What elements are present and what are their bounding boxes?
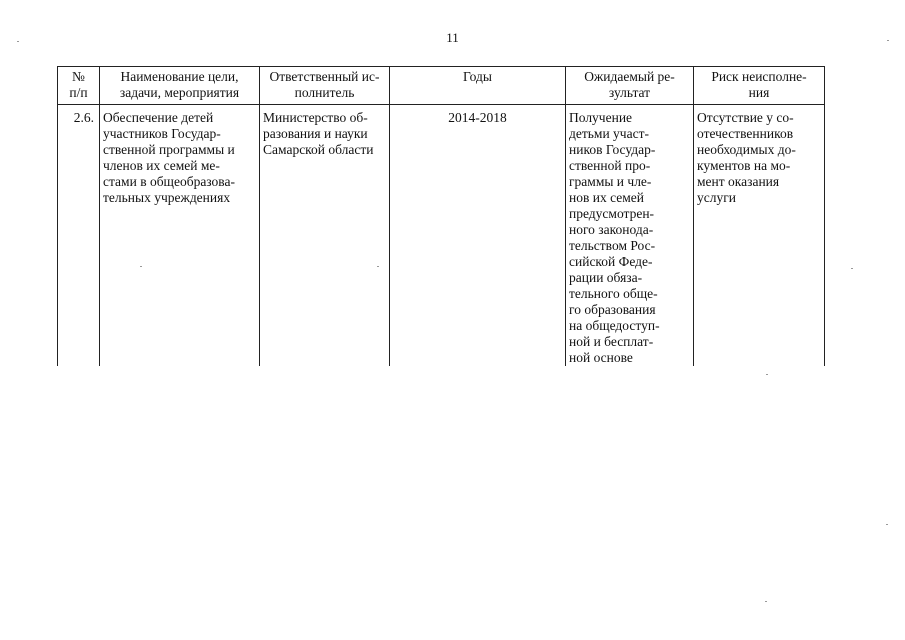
row-risk: Отсутствие у со- отечественников необходимых до- кументов на мо- мент оказания услуги (694, 105, 825, 367)
row-result: Получение детьми участ- ников Государ- ственной про- граммы и чле- нов их семей предусмотрен- ного законода- тельством Рос- сийской Феде- рации обяза- тельного обще- го образования на общедоступ- ной и бесплат- ной основе (566, 105, 694, 367)
scan-speck (766, 374, 768, 375)
row-name: Обеспечение детей участников Государ- ственной программы и членов их семей ме- стами в общеобразова- тельных учреждениях (100, 105, 260, 367)
scan-speck (851, 268, 853, 269)
scan-speck (17, 41, 19, 42)
scan-speck (765, 601, 767, 602)
row-years: 2014-2018 (390, 105, 566, 367)
scan-speck (887, 40, 889, 41)
header-risk: Риск неисполне- ния (694, 67, 825, 105)
header-name: Наименование цели, задачи, мероприятия (100, 67, 260, 105)
page-number: 11 (446, 30, 459, 45)
table-header-row (58, 67, 825, 105)
scan-speck (886, 524, 888, 525)
scan-speck (377, 266, 379, 267)
header-num: № п/п (58, 67, 100, 105)
row-num: 2.6. (58, 105, 100, 367)
program-table (57, 66, 825, 366)
header-years: Годы (390, 67, 566, 105)
header-executor: Ответственный ис- полнитель (260, 67, 390, 105)
row-executor: Министерство об- разования и науки Самарской области (260, 105, 390, 367)
header-result: Ожидаемый ре- зультат (566, 67, 694, 105)
scan-speck (140, 266, 142, 267)
table-row (58, 105, 825, 367)
